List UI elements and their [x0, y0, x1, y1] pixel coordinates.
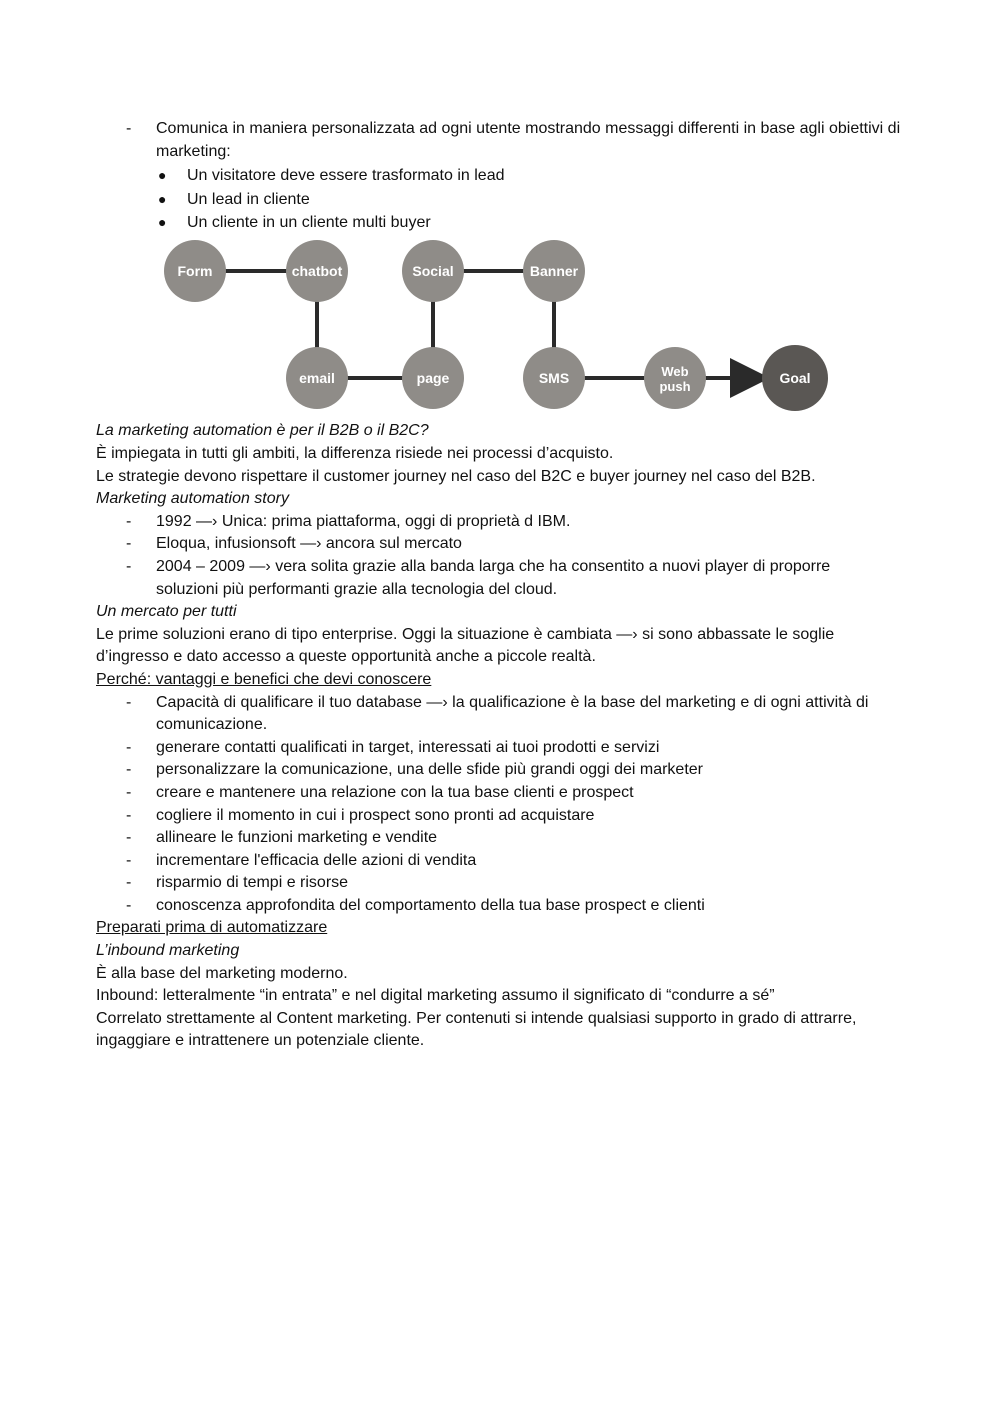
bullet-item — [96, 164, 916, 187]
list-item-text: creare e mantenere una relazione con la tua base clienti e prospect — [156, 783, 634, 801]
paragraph: Inbound: letteralmente “in entrata” e nel digital marketing assumo il significato di “condurre a sé” — [96, 987, 775, 1005]
list-item — [96, 533, 916, 556]
paragraph: È alla base del marketing moderno. — [96, 964, 348, 982]
svg-text:page: page — [416, 370, 450, 387]
svg-text:SMS: SMS — [538, 370, 570, 387]
section-heading: La marketing automation è per il B2B o il B2C? — [96, 422, 429, 440]
list-item-text: conoscenza approfondita del comportamento della tua base prospect e clienti — [156, 896, 705, 914]
list-item — [96, 759, 916, 782]
bullet-icon: ● — [158, 167, 167, 184]
list-item — [96, 692, 926, 737]
paragraph: È impiegata in tutti gli ambiti, la differenza risiede nei processi d’acquisto. — [96, 445, 614, 462]
list-item-text: risparmio di tempi e risorse — [156, 874, 349, 892]
list-item-text: 2004 – 2009 —› vera solita grazie alla banda larga che ha consentito a nuovi player di proporre soluzioni più performanti grazie alla tecnologia del cloud. — [156, 557, 831, 598]
section-subheading: L’inbound marketing — [96, 942, 240, 960]
bullet-icon: ● — [158, 190, 167, 207]
node-goal — [762, 345, 828, 411]
node-web-push — [644, 347, 706, 409]
section-heading: Perché: vantaggi e benefici che devi conoscere — [96, 670, 432, 688]
svg-text:Banner: Banner — [529, 263, 579, 280]
bullet-icon: ● — [158, 214, 167, 230]
list-item-text: personalizzare la comunicazione, una delle sfide più grandi oggi dei marketer — [156, 761, 703, 779]
node-social — [402, 240, 464, 302]
svg-text:email: email — [299, 370, 335, 387]
list-item — [96, 895, 916, 918]
svg-text:Goal: Goal — [779, 370, 811, 387]
marketing-flow-diagram — [156, 238, 856, 418]
dash-marker: - — [126, 851, 132, 869]
dash-marker: - — [126, 806, 132, 824]
svg-text:Social: Social — [412, 263, 454, 280]
svg-text:Webpush: Web push — [659, 364, 691, 395]
dash-marker: - — [126, 120, 132, 137]
bullet-text: Un lead in cliente — [187, 190, 310, 208]
dash-marker: - — [126, 535, 132, 553]
node-banner — [523, 240, 585, 302]
section-heading: Un mercato per tutti — [96, 603, 237, 621]
dash-marker: - — [126, 874, 132, 892]
bullet-item — [96, 211, 916, 234]
dash-marker: - — [126, 512, 132, 530]
node-form — [164, 240, 226, 302]
list-item-text: cogliere il momento in cui i prospect sono pronti ad acquistare — [156, 806, 595, 824]
bullet-text: Un visitatore deve essere trasformato in lead — [187, 167, 505, 185]
bullet-item — [96, 188, 916, 211]
list-item — [96, 118, 926, 163]
dash-marker: - — [126, 761, 132, 779]
dash-marker: - — [126, 783, 132, 801]
list-item — [96, 850, 916, 873]
bullet-text: Un cliente in un cliente multi buyer — [187, 214, 431, 231]
list-item — [96, 827, 916, 850]
list-item — [96, 737, 916, 760]
paragraph: Correlato strettamente al Content marketing. Per contenuti si intende qualsiasi supporto in grado di attrarre, ingaggiare e intrattenere un potenziale cliente. — [96, 1009, 857, 1050]
dash-marker: - — [126, 896, 132, 914]
list-item-text: Comunica in maniera personalizzata ad ogni utente mostrando messaggi differenti in base agli obiettivi di marketing: — [156, 120, 901, 160]
dash-marker: - — [126, 738, 132, 756]
list-item — [96, 805, 916, 828]
node-sms — [523, 347, 585, 409]
list-item-text: Capacità di qualificare il tuo database —› la qualificazione è la base del marketing e di ogni attività di comunicazione. — [156, 693, 869, 734]
list-item — [96, 511, 916, 534]
svg-text:Form: Form — [177, 263, 213, 280]
section-heading: Preparati prima di automatizzare — [96, 919, 328, 937]
dash-marker: - — [126, 557, 132, 575]
node-chatbot — [286, 240, 348, 302]
list-item-text: incrementare l'efficacia delle azioni di vendita — [156, 851, 477, 869]
svg-text:chatbot: chatbot — [291, 263, 343, 280]
paragraph: Le prime soluzioni erano di tipo enterprise. Oggi la situazione è cambiata —› si sono abbassate le soglie d’ingresso e dato accesso a queste opportunità anche a piccole realtà. — [96, 625, 835, 666]
node-email — [286, 347, 348, 409]
list-item — [96, 872, 916, 895]
list-item-text: generare contatti qualificati in target, interessati ai tuoi prodotti e servizi — [156, 738, 660, 756]
node-page — [402, 347, 464, 409]
list-item-text: Eloqua, infusionsoft —› ancora sul mercato — [156, 535, 462, 553]
paragraph: Le strategie devono rispettare il customer journey nel caso del B2C e buyer journey nel caso del B2B. — [96, 467, 816, 485]
list-item — [96, 556, 876, 601]
dash-marker: - — [126, 829, 132, 847]
list-item-text: 1992 —› Unica: prima piattaforma, oggi di proprietà d IBM. — [156, 512, 571, 530]
list-item — [96, 782, 916, 805]
section-heading: Marketing automation story — [96, 490, 289, 508]
list-item-text: allineare le funzioni marketing e vendite — [156, 829, 438, 847]
flow-diagram-svg — [156, 238, 856, 418]
dash-marker: - — [126, 693, 132, 711]
document-page — [96, 118, 916, 1053]
